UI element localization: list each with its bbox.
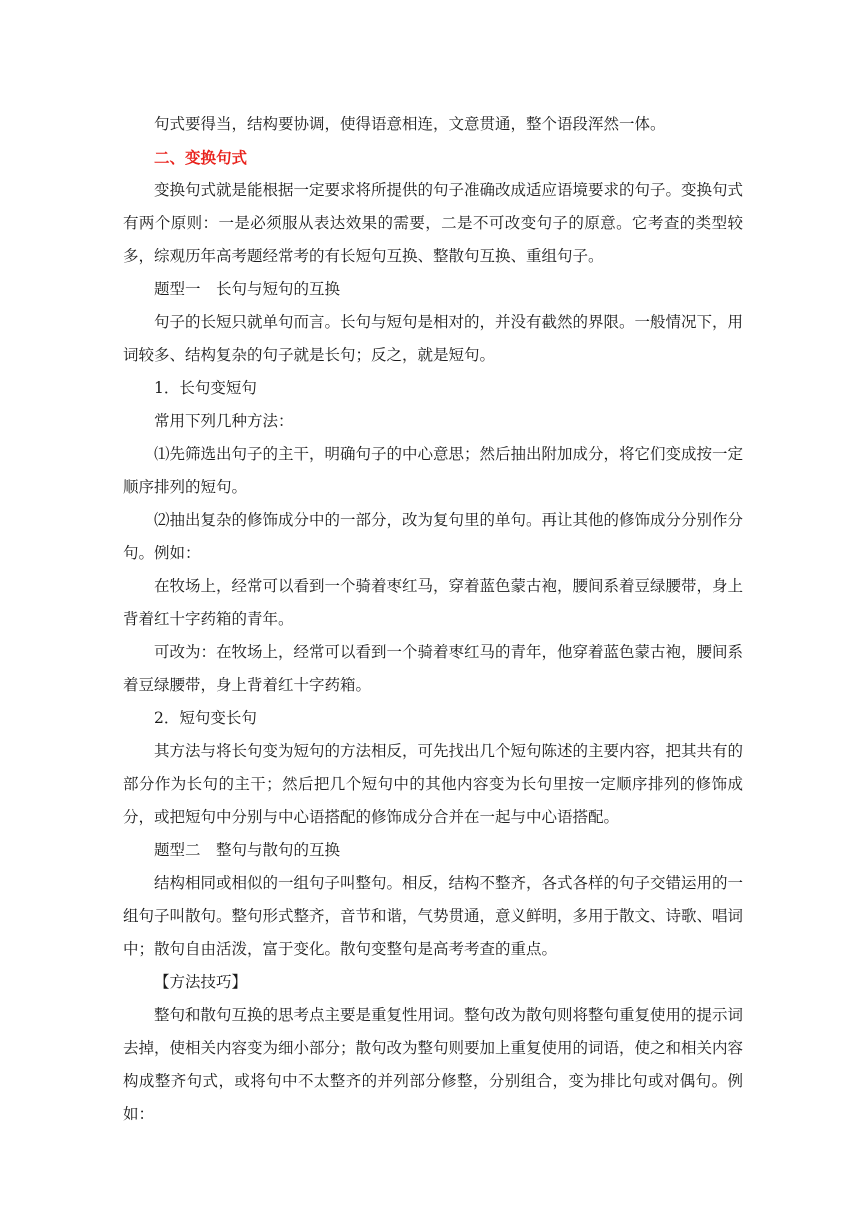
paragraph-example-rewrite: 可改为：在牧场上，经常可以看到一个骑着枣红马的青年，他穿着蓝色蒙古袍，腰间系着豆绿腰带，身上背着红十字药箱。 [123,643,744,694]
subheading-type-two: 题型二 整句与散句的互换 [154,841,341,859]
item-short-to-long: 2．短句变长句 [154,709,257,727]
paragraph-method-1: ⑴先筛选出句子的主干，明确句子的中心意思；然后抽出附加成分，将它们变成按一定顺序排列的短句。 [123,445,744,496]
paragraph-definition: 变换句式就是能根据一定要求将所提供的句子准确改成适应语境要求的句子。变换句式有两个原则：一是必须服从表达效果的需要，二是不可改变句子的原意。它考查的类型较多，综观历年高考题经常考的有长短句互换、整散句互换、重组句子。 [123,181,744,265]
paragraph-long-short: 句子的长短只就单句而言。长句与短句是相对的，并没有截然的界限。一般情况下，用词较多、结构复杂的句子就是长句；反之，就是短句。 [123,313,744,364]
paragraph-example: 在牧场上，经常可以看到一个骑着枣红马，穿着蓝色蒙古袍，腰间系着豆绿腰带，身上背着红十字药箱的青年。 [123,577,744,628]
paragraph-method-tips: 整句和散句互换的思考点主要是重复性用词。整句改为散句则将整句重复使用的提示词去掉，使相关内容变为细小部分；散句改为整句则要加上重复使用的词语，使之和相关内容构成整齐句式，或将句中不太整齐的并列部分修整，分别组合，变为排比句或对偶句。例如： [123,1006,744,1123]
paragraph-method-tips-label: 【方法技巧】 [154,973,248,991]
paragraph-short-to-long: 其方法与将长句变为短句的方法相反，可先找出几个短句陈述的主要内容，把其共有的部分作为长句的主干；然后把几个短句中的其他内容变为长句里按一定顺序排列的修饰成分，或把短句中分别与中心语搭配的修饰成分合并在一起与中心语搭配。 [123,742,744,826]
subheading-type-one: 题型一 长句与短句的互换 [154,280,341,298]
section-heading: 二、变换句式 [154,148,248,167]
paragraph-whole-scattered: 结构相同或相似的一组句子叫整句。相反，结构不整齐，各式各样的句子交错运用的一组句子叫散句。整句形式整齐，音节和谐，气势贯通，意义鲜明，多用于散文、诗歌、唱词中；散句自由活泼，富于变化。散句变整句是高考考查的重点。 [123,874,744,958]
paragraph-method-2: ⑵抽出复杂的修饰成分中的一部分，改为复句里的单句。再让其他的修饰成分分别作分句。例如： [123,511,744,562]
item-long-to-short: 1．长句变短句 [154,379,257,397]
paragraph-intro: 句式要得当，结构要协调，使得语意相连，文意贯通，整个语段浑然一体。 [154,115,666,133]
paragraph-methods: 常用下列几种方法： [154,412,294,430]
document-body [123,108,743,1131]
